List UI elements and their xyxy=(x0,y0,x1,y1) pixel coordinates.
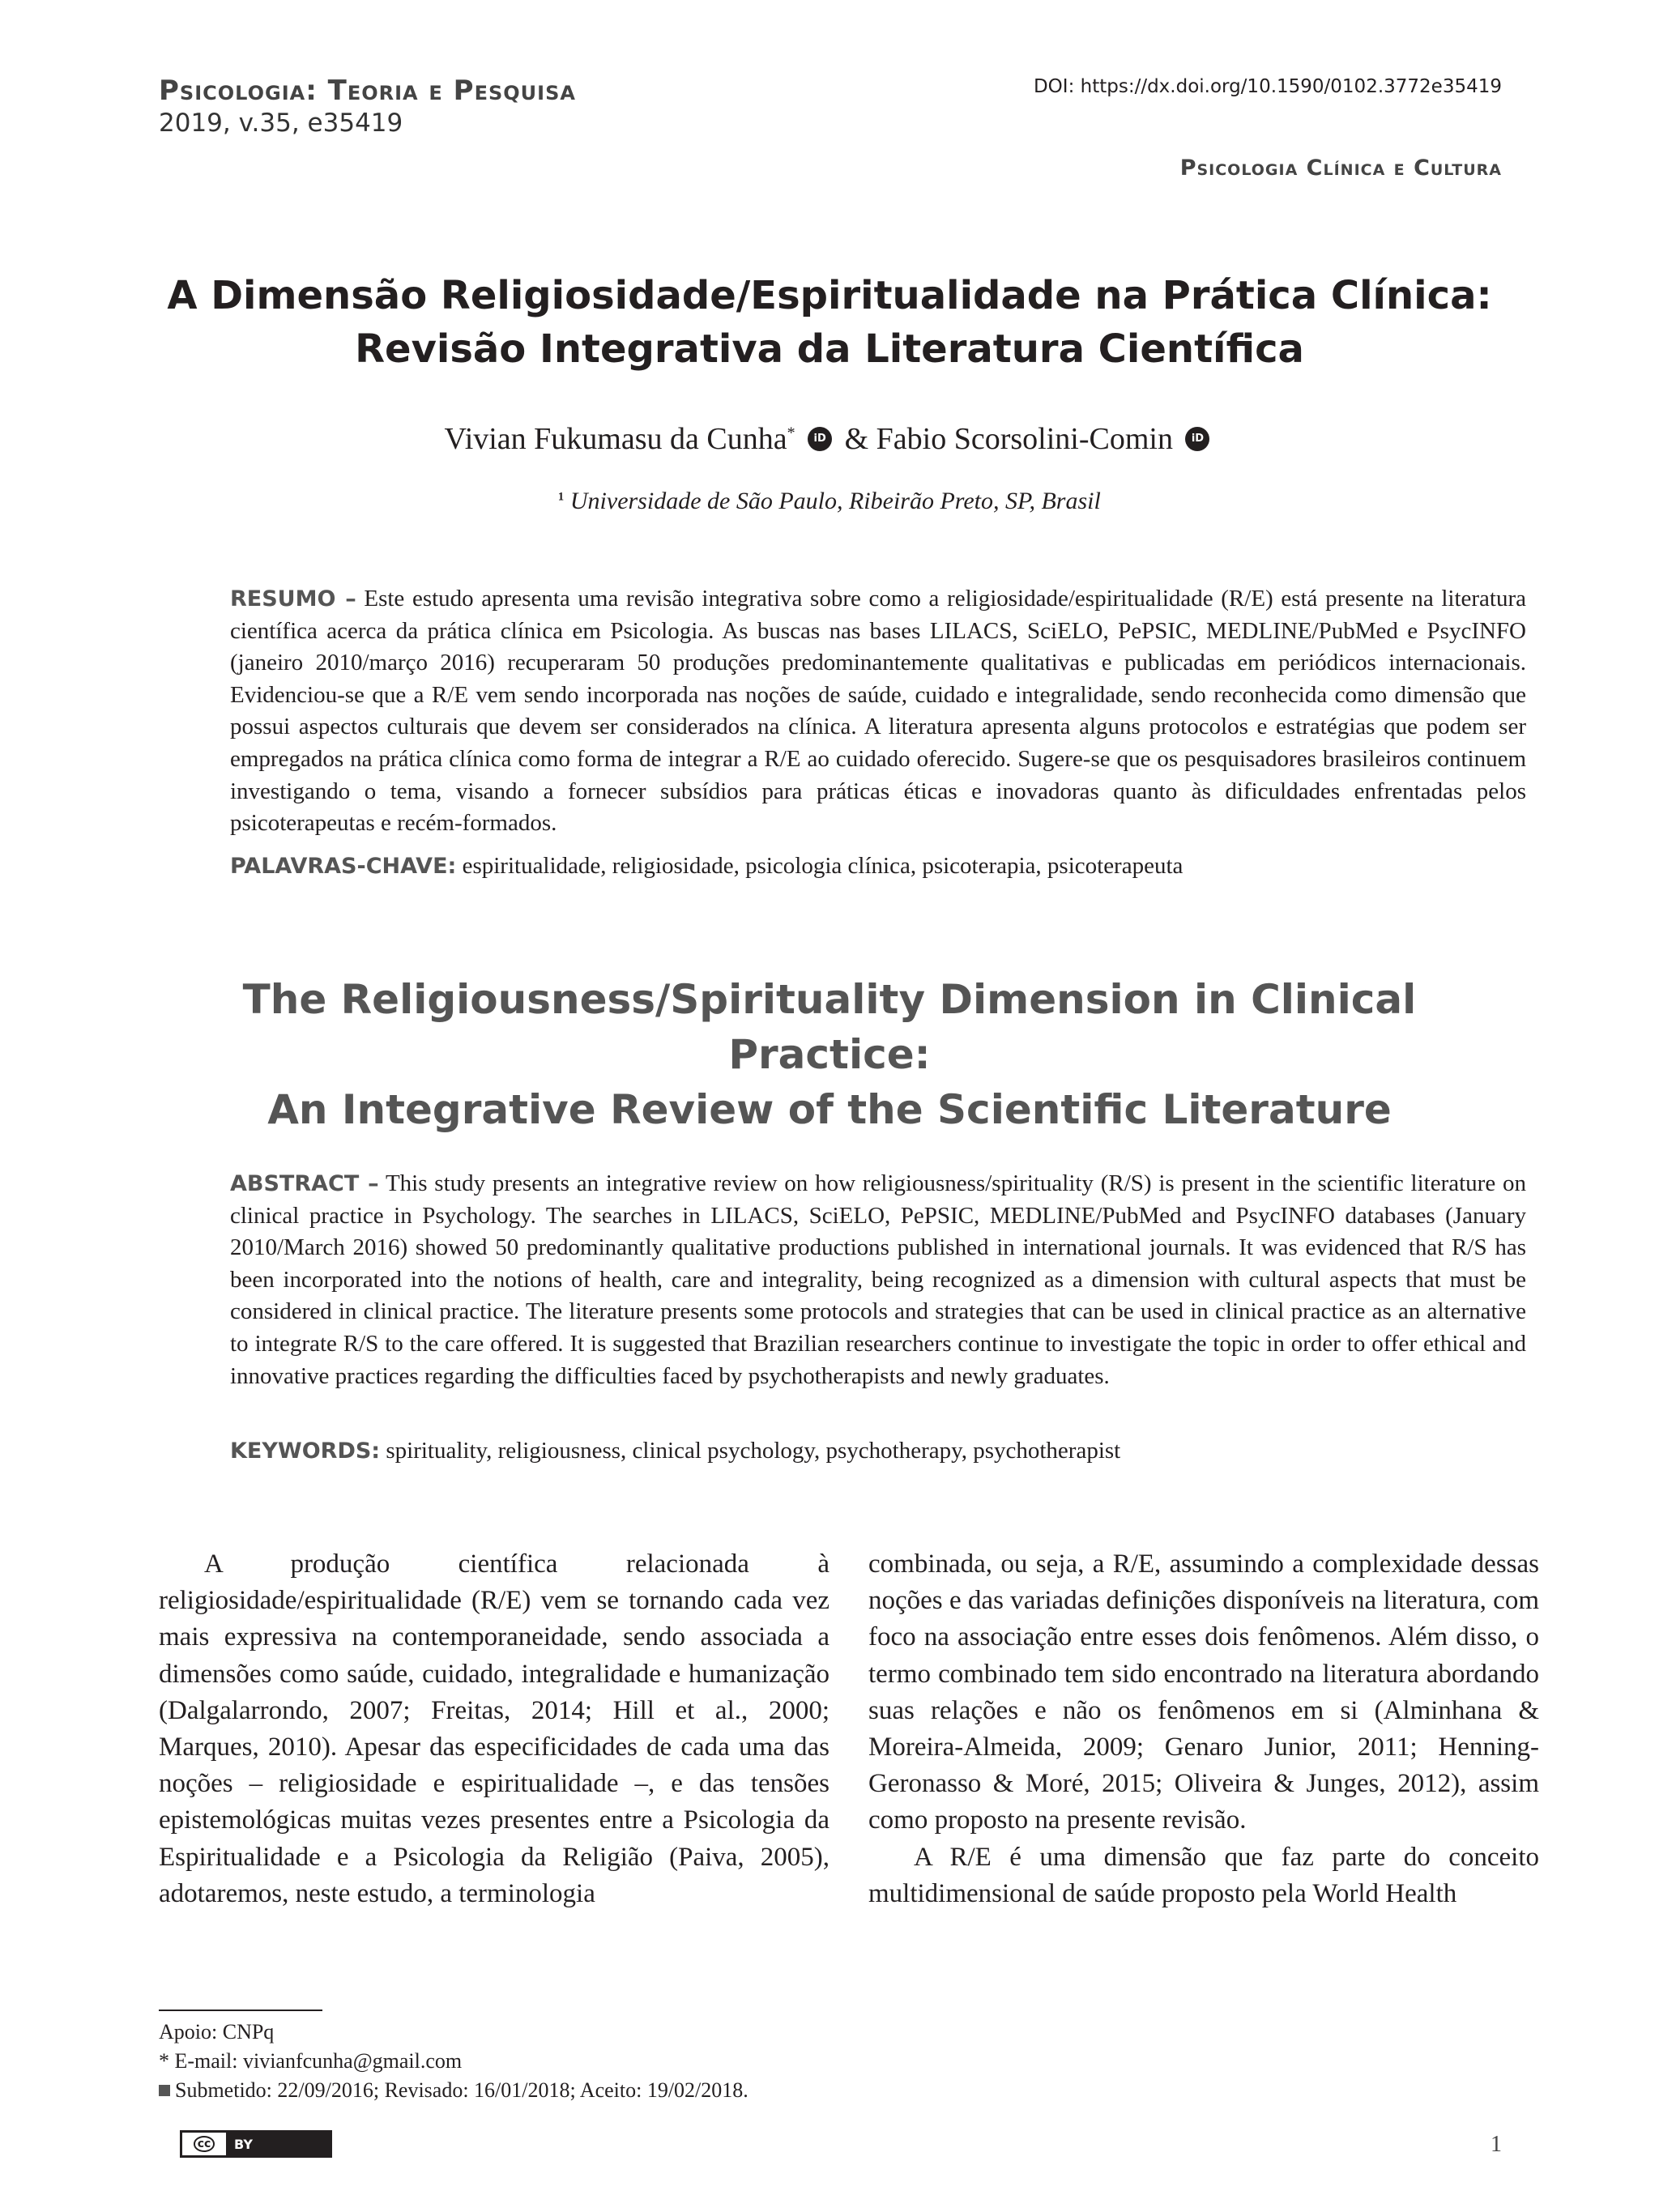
square-bullet-icon xyxy=(159,2085,170,2096)
creative-commons-icon xyxy=(182,2133,226,2155)
resumo-block xyxy=(230,583,1526,840)
title-pt-line1: A Dimensão Religiosidade/Espiritualidade na Prática Clínica: xyxy=(167,273,1492,318)
keywords-label: KEYWORDS: xyxy=(230,1438,381,1464)
affiliation-text: Universidade de São Paulo, Ribeirão Preto, SP, Brasil xyxy=(569,488,1101,514)
body-column-left xyxy=(159,1546,830,1912)
section-name: Psicologia Clínica e Cultura xyxy=(1179,156,1502,181)
title-en-line2: An Integrative Review of the Scientific Literature xyxy=(267,1086,1392,1133)
volume-info: 2019, v.35, e35419 xyxy=(159,109,403,138)
footnote-support: Apoio: CNPq xyxy=(159,2020,275,2044)
orcid-icon[interactable]: iD xyxy=(808,427,832,451)
footnote-dates-text: Submetido: 22/09/2016; Revisado: 16/01/2018; Aceito: 19/02/2018. xyxy=(175,2078,748,2102)
palavras-chave xyxy=(230,853,1526,880)
resumo-text: Este estudo apresenta uma revisão integrativa sobre como a religiosidade/espiritualidade (R/E) está presente na literatura científica acerca da prática clínica em Psicologia. As buscas nas bases LILACS, SciELO, PePSIC, MEDLINE/PubMed e PsycINFO (janeiro 2010/março 2016) recuperaram 50 produções predominantemente qualitativas e publicadas em periódicos internacionais. Evidenciou-se que a R/E vem sendo incorporada nas noções de saúde, cuidado e integralidade, sendo reconhecida como dimensão que possui aspectos culturais que devem ser considerados na clínica. A literatura apresenta alguns protocolos e estratégias que podem ser empregados na prática clínica como forma de integrar a R/E ao cuidado oferecido. Sugere-se que os pesquisadores brasileiros continuem investigando o tema, visando a fornecer subsídios para práticas éticas e inovadoras quanto às dificuldades enfrentadas pelos psicoterapeutas e recém-formados. xyxy=(230,586,1527,837)
orcid-icon[interactable]: iD xyxy=(1185,427,1209,451)
palavras-chave-text: espiritualidade, religiosidade, psicologia clínica, psicoterapia, psicoterapeuta xyxy=(462,853,1183,879)
author-2: Fabio Scorsolini-Comin xyxy=(876,422,1173,456)
body-paragraph: A produção científica relacionada à religiosidade/espiritualidade (R/E) vem se tornando cada vez mais expressiva na contemporaneidade, sendo associada a dimensões como saúde, cuidado, integralidade e humanização (Dalgalarrondo, 2007; Freitas, 2014; Hill et al., 2000; Marques, 2010). Apesar das especificidades de cada uma das noções – religiosidade e espiritualidade –, e das tensões epistemológicas muitas vezes presentes entre a Psicologia da Espiritualidade e a Psicologia da Religião (Paiva, 2005), adotaremos, neste estudo, a terminologia xyxy=(159,1549,830,1908)
doi-link[interactable]: DOI: https://dx.doi.org/10.1590/0102.3772e35419 xyxy=(1033,76,1502,97)
journal-name: Psicologia: Teoria e Pesquisa xyxy=(159,75,576,107)
body-column-right xyxy=(868,1546,1539,1912)
author-list xyxy=(159,421,1500,457)
article-title-pt xyxy=(159,269,1500,376)
author-1-mark: * xyxy=(787,424,795,442)
title-en-line1: The Religiousness/Spirituality Dimension in Clinical Practice: xyxy=(242,976,1417,1078)
body-paragraph: A R/E é uma dimensão que faz parte do conceito multidimensional de saúde proposto pela World Health xyxy=(868,1842,1539,1908)
affiliation-mark: ¹ xyxy=(558,489,565,510)
author-1: Vivian Fukumasu da Cunha xyxy=(444,422,787,456)
page-number: 1 xyxy=(1491,2132,1502,2157)
keywords-text: spirituality, religiousness, clinical psychology, psychotherapy, psychotherapist xyxy=(386,1438,1121,1464)
footnote-dates xyxy=(159,2078,748,2103)
footnote-email: * E-mail: vivianfcunha@gmail.com xyxy=(159,2049,463,2073)
cc-logo-text: cc xyxy=(194,2136,215,2152)
abstract-label: ABSTRACT – xyxy=(230,1171,379,1196)
title-pt-line2: Revisão Integrativa da Literatura Científica xyxy=(355,326,1304,372)
palavras-chave-label: PALAVRAS-CHAVE: xyxy=(230,854,457,879)
keywords xyxy=(230,1438,1526,1464)
abstract-block xyxy=(230,1168,1526,1392)
affiliation xyxy=(159,488,1500,515)
cc-by-label: BY xyxy=(226,2133,330,2155)
article-title-en xyxy=(159,972,1500,1137)
footnote-divider xyxy=(159,2010,322,2011)
author-separator: & xyxy=(844,422,869,456)
cc-by-license-badge[interactable] xyxy=(180,2130,332,2158)
abstract-text: This study presents an integrative review on how religiousness/spirituality (R/S) is present in the scientific literature on clinical practice in Psychology. The searches in LILACS, SciELO, PePSIC, MEDLINE/PubMed and PsycINFO databases (January 2010/March 2016) showed 50 predominantly qualitative productions published in international journals. It was evidenced that R/S has been incorporated into the notions of health, care and integrality, being recognized as a dimension with cultural aspects that must be considered in clinical practice. The literature presents some protocols and strategies that can be used in clinical practice as an alternative to integrate R/S to the care offered. It is suggested that Brazilian researchers continue to investigate the topic in order to offer ethical and innovative practices regarding the difficulties faced by psychotherapists and newly graduates. xyxy=(230,1170,1526,1389)
body-paragraph: combinada, ou seja, a R/E, assumindo a complexidade dessas noções e das variadas definições disponíveis na literatura, com foco na associação entre esses dois fenômenos. Além disso, o termo combinado tem sido encontrado na literatura abordando suas relações e não os fenômenos em si (Alminhana & Moreira-Almeida, 2009; Genaro Junior, 2011; Henning-Geronasso & Moré, 2015; Oliveira & Junges, 2012), assim como proposto na presente revisão. xyxy=(868,1549,1539,1835)
resumo-label: RESUMO – xyxy=(230,586,356,612)
